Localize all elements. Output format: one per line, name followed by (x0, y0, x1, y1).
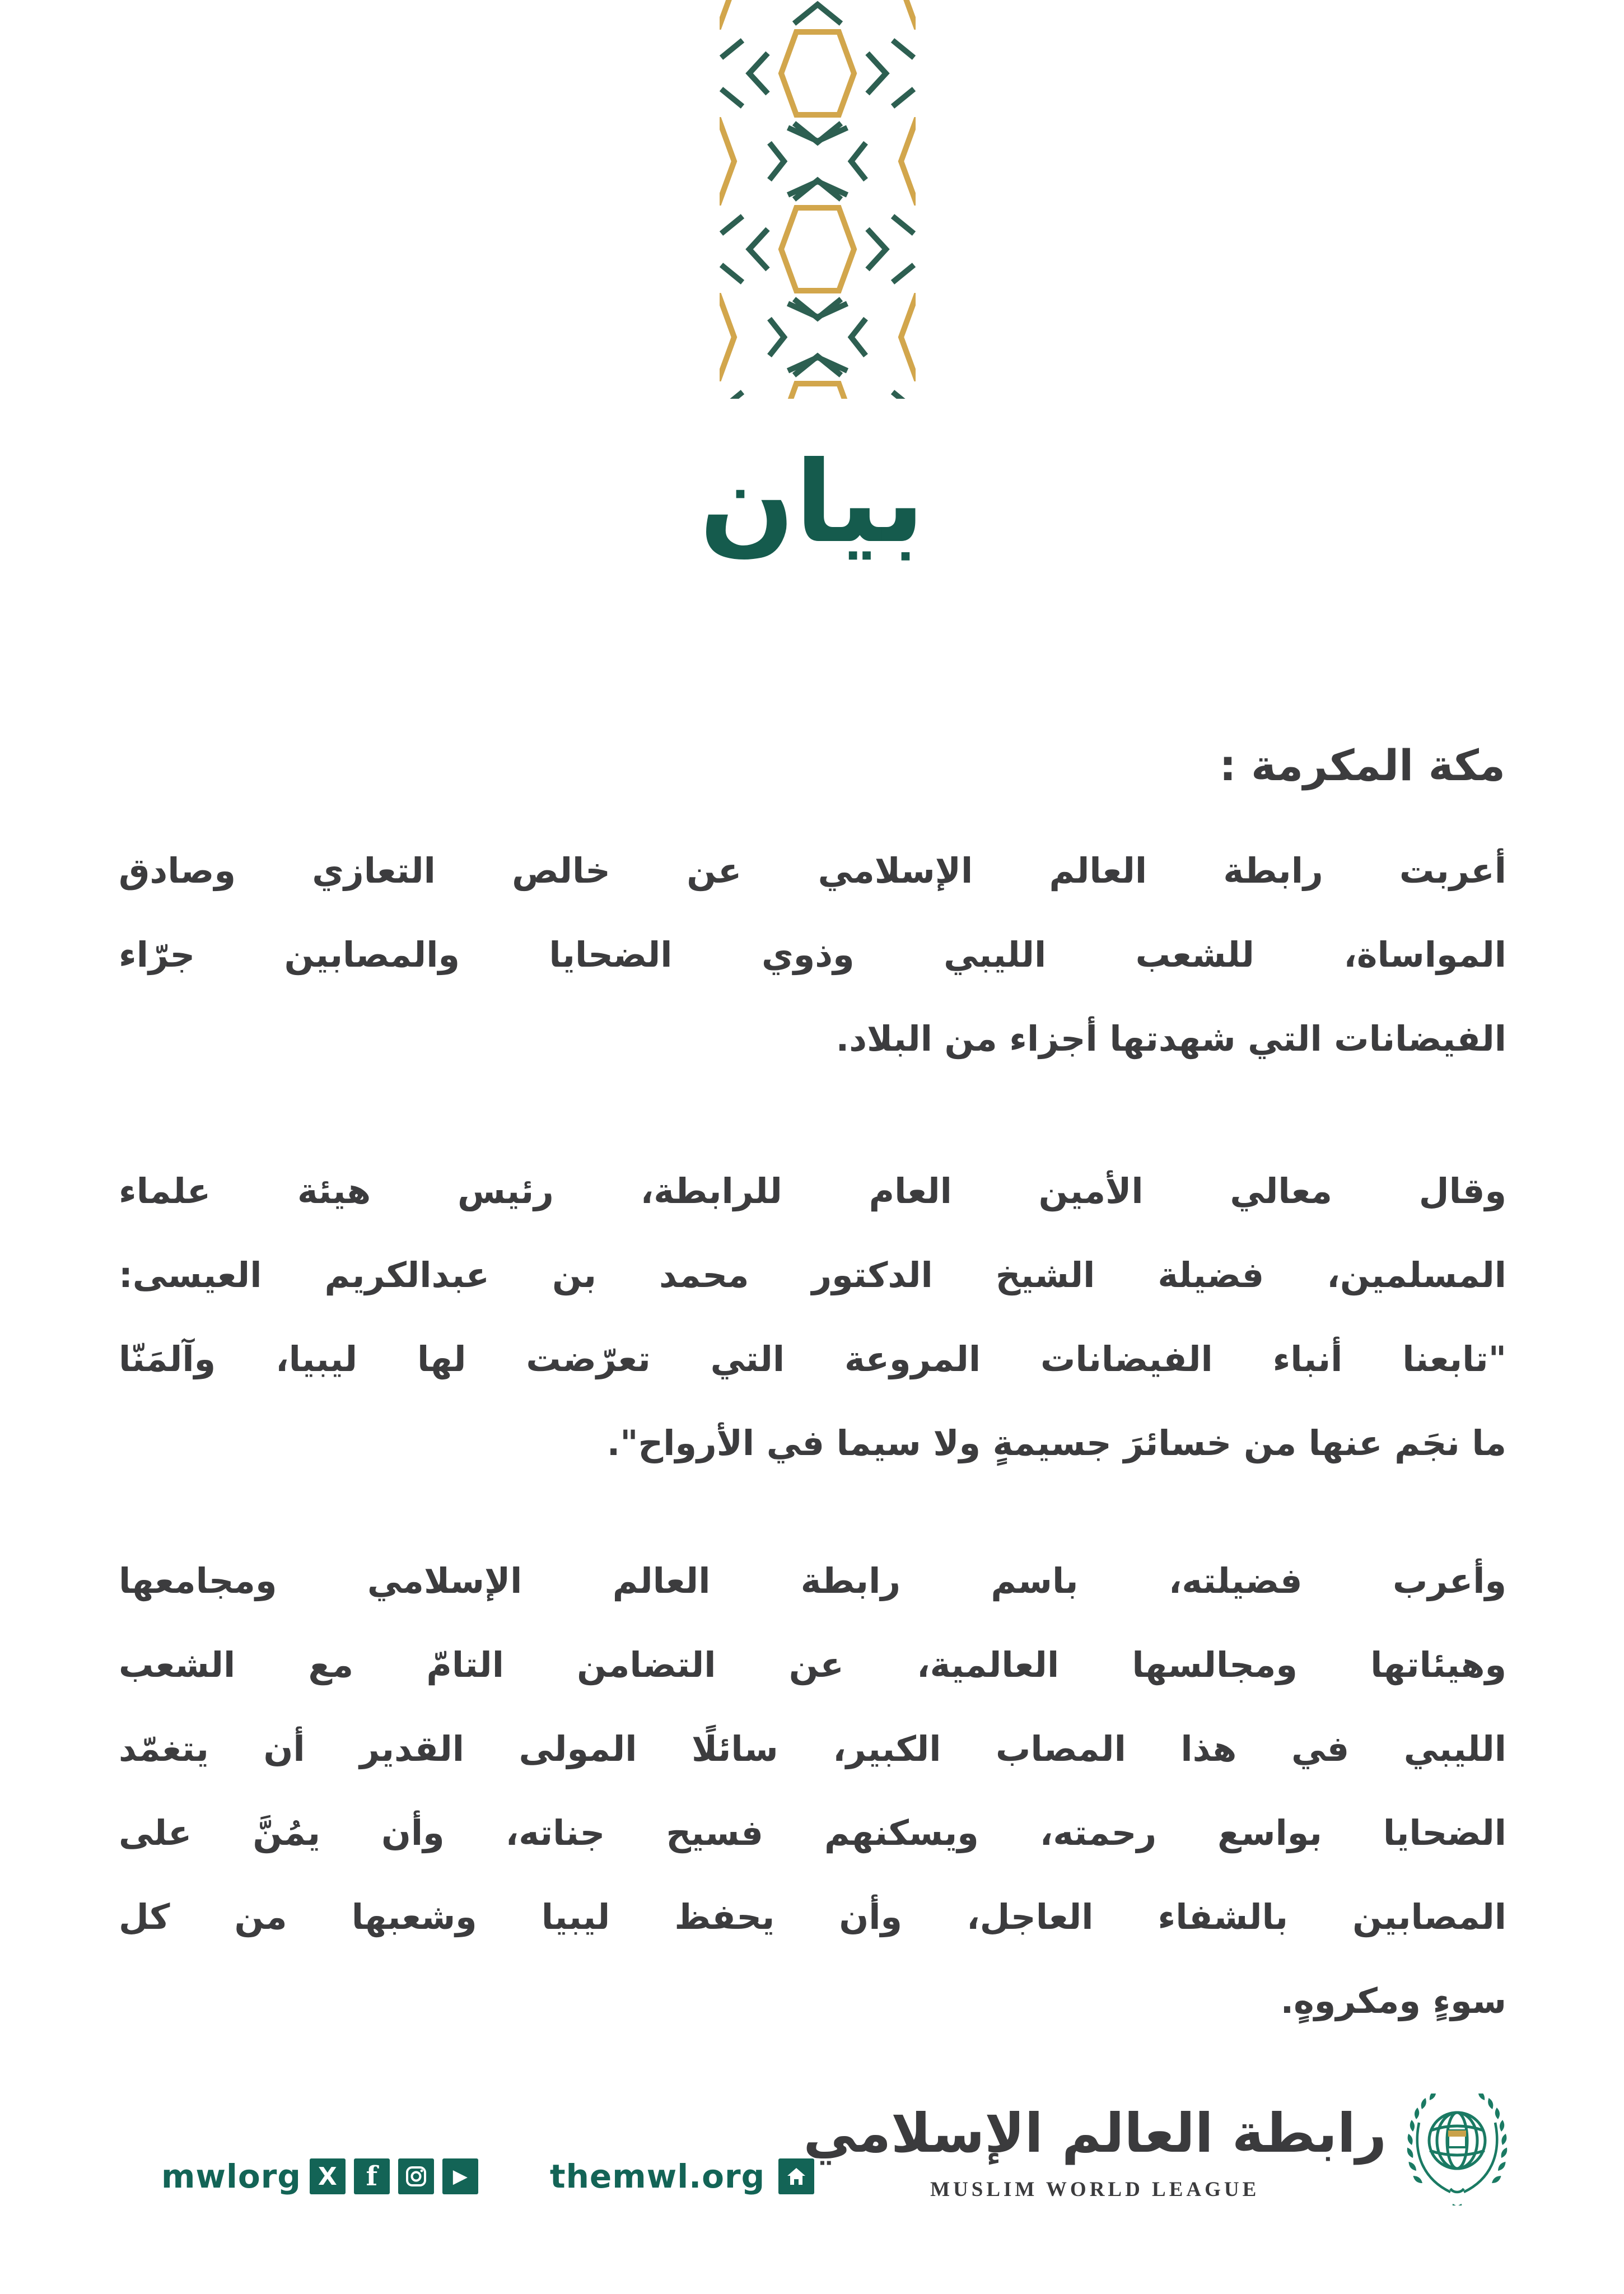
instagram-icon[interactable] (398, 2158, 434, 2194)
website-link[interactable]: themwl.org (549, 2157, 766, 2195)
statement-paragraph (119, 829, 1506, 1081)
mwl-logo (803, 2093, 1509, 2206)
statement-line: ما نجَم عنها من خسائرَ جسيمةٍ ولا سيما في الأرواح". (606, 1423, 1506, 1463)
islamic-geometric-pattern (720, 0, 916, 399)
footer-social-bar (161, 2157, 814, 2195)
statement-line: وأعرب فضيلته، باسم رابطة العالم الإسلامي ومجامعها (119, 1560, 1506, 1601)
statement-line: أعربت رابطة العالم الإسلامي عن خالص التعازي وصادق (119, 850, 1506, 891)
statement-line: الفيضانات التي شهدتها أجزاء من البلاد. (836, 1018, 1506, 1059)
statement-line: الليبي في هذا المصاب الكبير، سائلًا المولى القدير أن يتغمّد (119, 1728, 1506, 1769)
instagram-glyph (405, 2166, 427, 2187)
x-glyph: X (318, 2162, 337, 2191)
mwl-emblem (1406, 2093, 1509, 2206)
statement-line: الضحايا بواسع رحمته، ويسكنهم فسيح جناته، وأن يمُنَّ على (119, 1812, 1506, 1853)
statement-line: سوءٍ ومكروهٍ. (1280, 1980, 1506, 2021)
statement-line: وقال معالي الأمين العام للرابطة، رئيس هيئة علماء (119, 1171, 1506, 1211)
statement-line: المواساة، للشعب الليبي وذوي الضحايا والمصابين جرّاء (119, 934, 1506, 975)
statement-line: المصابين بالشفاء العاجل، وأن يحفظ ليبيا وشعبها من كل (119, 1896, 1506, 1937)
facebook-icon[interactable] (354, 2158, 390, 2194)
city-heading: مكة المكرمة : (1219, 740, 1505, 790)
x-icon[interactable] (310, 2158, 346, 2194)
statement-paragraph (119, 1149, 1506, 1485)
youtube-icon[interactable] (442, 2158, 478, 2194)
facebook-glyph: f (366, 2161, 378, 2192)
mwl-logo-text (803, 2097, 1387, 2202)
mwl-arabic-calligraphy: رابطة العالم الإسلامي (803, 2101, 1387, 2165)
statement-line: وهيئاتها ومجالسها العالمية، عن التضامن التامّ مع الشعب (119, 1644, 1506, 1685)
social-handle: mwlorg (161, 2157, 301, 2195)
play-glyph: ▶ (452, 2165, 468, 2188)
statement-line: "تابعنا أنباء الفيضانات المروعة التي تعرّضت لها ليبيا، وآلمَنّا (119, 1339, 1506, 1379)
mwl-english-name: MUSLIM WORLD LEAGUE (930, 2178, 1260, 2202)
page-title: بيان (699, 437, 925, 568)
statement-line: المسلمين، فضيلة الشيخ الدكتور محمد بن عبدالكريم العيسى: (119, 1255, 1506, 1295)
statement-paragraph (119, 1539, 1506, 2043)
